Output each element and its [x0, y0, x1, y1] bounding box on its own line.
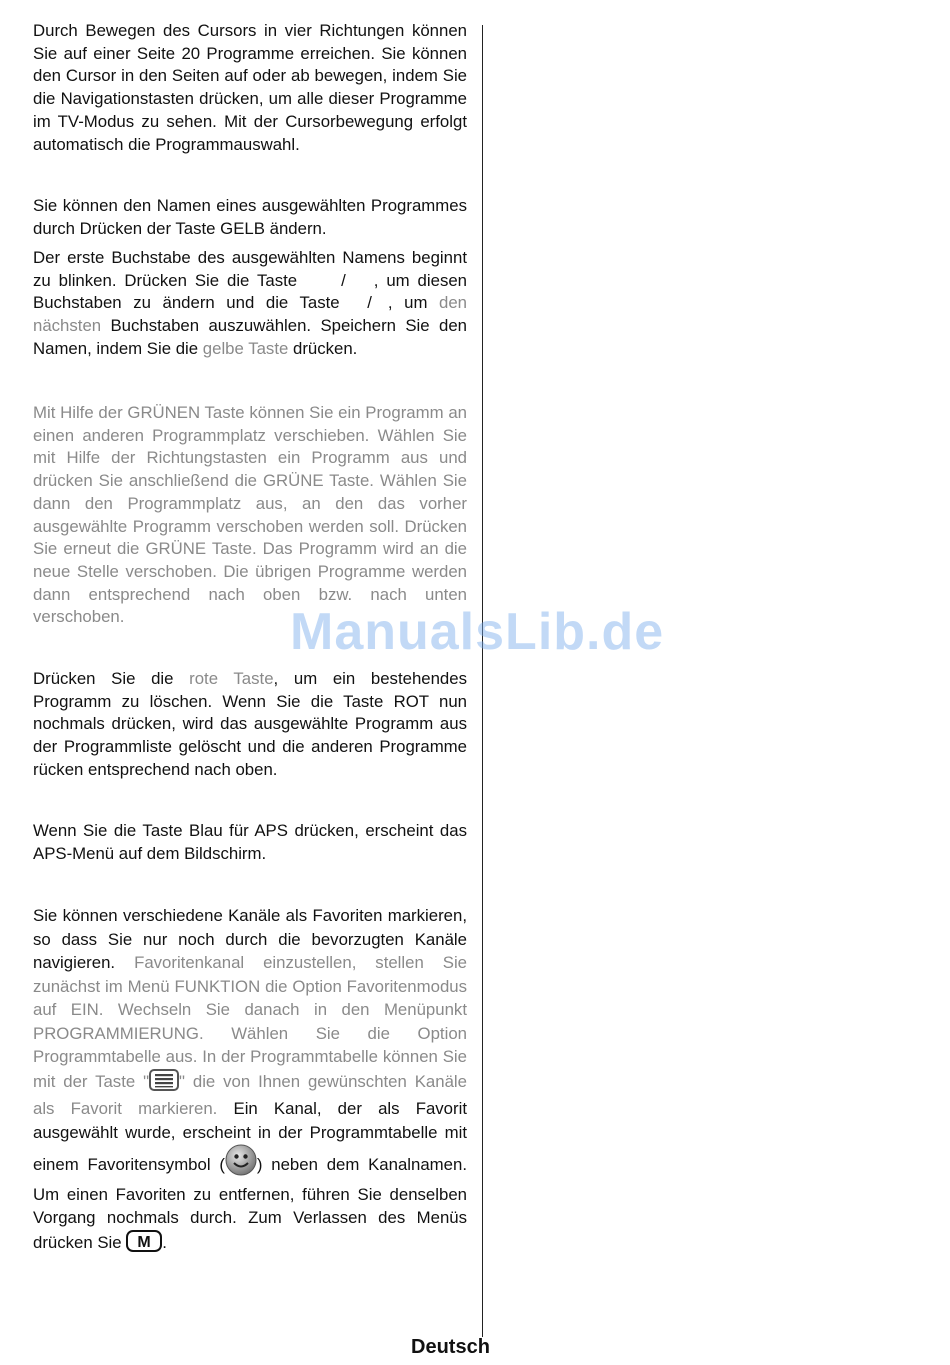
grey-text: rote Taste [189, 669, 274, 688]
grey-text: gelbe Taste [202, 338, 289, 358]
paragraph-delete-program: Drücken Sie die rote Taste, um ein bestehendes Programm zu löschen. Wenn Sie die Taste ROT nun nochmals drücken, wird das ausgewählte Programm aus der Programmliste gelöscht und die anderen Programme rücken entsprechend nach oben. [33, 669, 467, 779]
grey-text: den nächsten [33, 293, 468, 336]
footer-language: Deutsch [411, 1336, 490, 1358]
paragraph-favorites: Sie können verschiedene Kanäle als Favoriten markieren, so dass Sie nur noch durch die bevorzugten Kanäle navigieren. Favoritenkanal einzustellen, stellen Sie zunächst im Menü FUNKTION die Option Favoritenmodus auf EIN. Wechseln Sie danach in den Menüpunkt PROGRAMMIERUNG. Wählen Sie die Option Programmtabelle aus. In der Programmtabelle können Sie mit der Taste " " die von Ihnen gewünschten Kanäle als Favorit markieren. Ein Kanal, der als Favorit ausgewählt wurde, erscheint in der Programmtabelle mit einem Favoritensymbol ( ) neben dem Kanalnamen. Um einen Favoriten zu entfernen, führen Sie denselben Vorgang nochmals durch. Zum Verlassen des Menüs drücken Sie M . [33, 904, 467, 1258]
grey-text: " die von Ihnen gewünschten Kanäle als Favorit markieren. [33, 1071, 467, 1118]
menu-m-key-icon [126, 1230, 162, 1259]
smiley-favorite-icon [225, 1144, 257, 1183]
grey-text: Favoritenkanal einzustellen, stellen Sie zunächst im Menü FUNKTION die Option Favoritenmodus auf EIN. Wechseln Sie danach in den Menüpunkt PROGRAMMIERUNG. Wählen Sie die Option Programmtabelle aus. In der Programmtabelle können Sie mit der Taste " [33, 953, 468, 1091]
paragraph-cursor-navigation: Durch Bewegen des Cursors in vier Richtungen können Sie auf einer Seite 20 Programme erreichen. Sie können den Cursor in den Seiten auf oder ab bewegen, indem Sie die Navigationstasten drücken, um alle dieser Programme im TV-Modus zu sehen. Mit der Cursorbewegung erfolgt automatisch die Programmauswahl. [33, 21, 467, 154]
column-divider [482, 25, 483, 1337]
paragraph-aps: Wenn Sie die Taste Blau für APS drücken, erscheint das APS-Menü auf dem Bildschirm. [33, 821, 467, 863]
menu-key-letter: M [137, 1233, 151, 1251]
paragraph-move-program: Mit Hilfe der GRÜNEN Taste können Sie ein Programm an einen anderen Programmplatz verschieben. Wählen Sie mit Hilfe der Richtungstasten ein Programm aus und drücken Sie anschließend die GRÜNE Taste. Wählen Sie dann den Programmplatz aus, an den das vorher ausgewählte Programm verschoben werden soll. Drücken Sie erneut die GRÜNE Taste. Das Programm wird an die neue Stelle verschoben. Die übrigen Programme werden dann entsprechend nach oben bzw. nach unten verschoben. [33, 403, 467, 627]
watermark: ManualsLib.de [290, 603, 665, 661]
list-key-icon [149, 1069, 179, 1098]
paragraph-rename: Sie können den Namen eines ausgewählten Programmes durch Drücken der Taste GELB ändern. [33, 196, 467, 238]
paragraph-rename-steps: Der erste Buchstabe des ausgewählten Namens beginnt zu blinken. Drücken Sie die Taste / , um diesen Buchstaben zu ändern und die Taste / , um den nächsten Buchstaben auszuwählen. Speichern Sie den Namen, indem Sie die gelbe Taste drücken. [33, 248, 468, 358]
